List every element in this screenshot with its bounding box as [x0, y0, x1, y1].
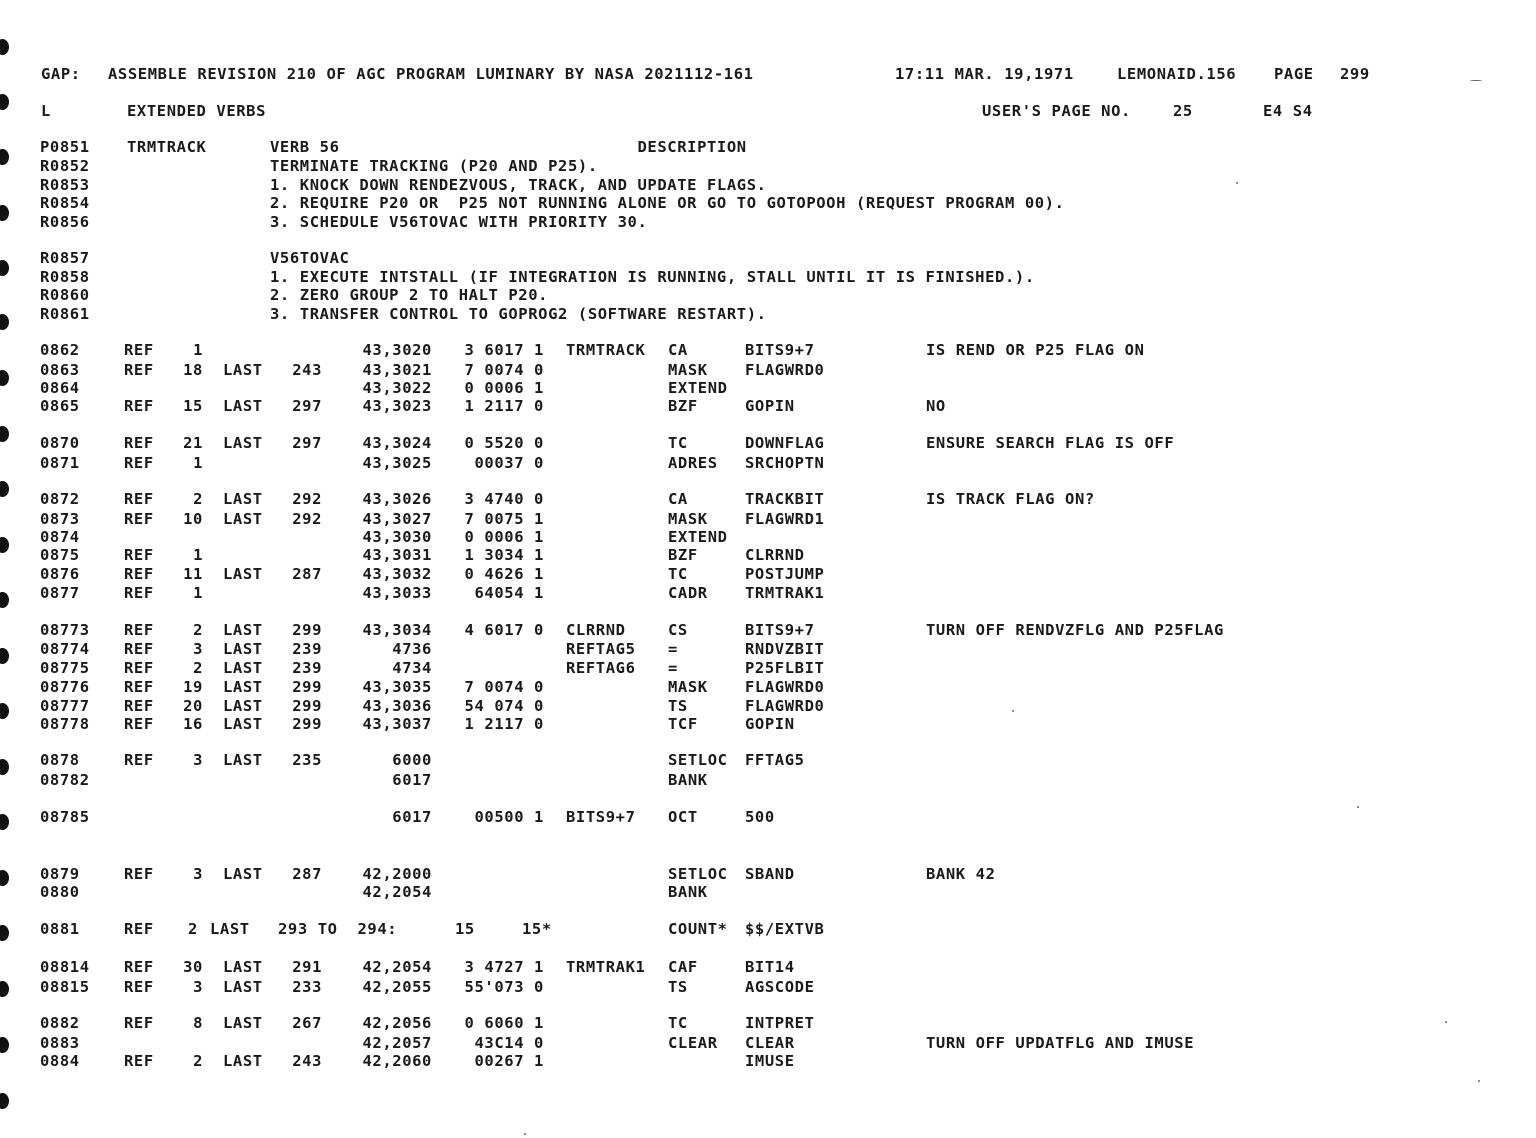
listing-addr: 43,3025 — [362, 454, 432, 472]
listing-addr: 4734 — [392, 659, 432, 677]
listing-op: COUNT* — [668, 920, 728, 938]
listing-n: 19 — [183, 678, 203, 696]
listing-op: CAF — [668, 958, 698, 976]
listing-lastn: 243 — [292, 361, 322, 379]
listing-ref: REF — [124, 865, 154, 883]
listing-code: 3 4740 0 — [464, 490, 544, 508]
punch-hole — [0, 205, 9, 221]
listing-comment: NO — [926, 397, 946, 415]
listing-seq: 0884 — [40, 1052, 80, 1070]
punch-hole — [0, 314, 9, 330]
listing-addr: 43,3020 — [362, 341, 432, 359]
listing-code: 3 4727 1 — [464, 958, 544, 976]
listing-code: 0 0006 1 — [464, 528, 544, 546]
listing-last: LAST — [223, 434, 263, 452]
listing-ref: REF — [124, 584, 154, 602]
description-text: 2. ZERO GROUP 2 TO HALT P20. — [270, 286, 549, 304]
listing-operand: TRACKBIT — [745, 490, 825, 508]
listing-n: 8 — [193, 1014, 203, 1032]
punch-hole — [0, 648, 9, 664]
listing-addr: 43,3022 — [362, 379, 432, 397]
listing-operand: P25FLBIT — [745, 659, 825, 677]
listing-last: LAST — [223, 510, 263, 528]
listing-op: EXTEND — [668, 528, 728, 546]
listing-addr: 42,2000 — [362, 865, 432, 883]
description-text: 3. TRANSFER CONTROL TO GOPROG2 (SOFTWARE RESTART). — [270, 305, 767, 323]
listing-op: TS — [668, 697, 688, 715]
listing-seq: 08782 — [40, 771, 90, 789]
punch-hole — [0, 260, 9, 276]
listing-addr: 6000 — [392, 751, 432, 769]
listing-operand: IMUSE — [745, 1052, 795, 1070]
listing-lastn: 233 — [292, 978, 322, 996]
listing-ref: REF — [124, 341, 154, 359]
listing-seq: 0873 — [40, 510, 80, 528]
punch-hole — [0, 426, 9, 442]
listing-last: LAST — [223, 565, 263, 583]
description-text: 2. REQUIRE P20 OR P25 NOT RUNNING ALONE OR GO TO GOTOPOOH (REQUEST PROGRAM 00). — [270, 194, 1065, 212]
listing-n: 3 — [193, 640, 203, 658]
listing-n: 2 — [188, 920, 198, 938]
description-seq: R0861 — [40, 305, 90, 323]
listing-ref: REF — [124, 715, 154, 733]
listing-op: ADRES — [668, 454, 718, 472]
listing-op: CS — [668, 621, 688, 639]
listing-n: 10 — [183, 510, 203, 528]
listing-seq: 0876 — [40, 565, 80, 583]
listing-op: TC — [668, 1014, 688, 1032]
section-title: EXTENDED VERBS — [127, 102, 267, 120]
listing-operand: BIT14 — [745, 958, 795, 976]
description-text: TERMINATE TRACKING (P20 AND P25). — [270, 157, 598, 175]
description-text: VERB 56 DESCRIPTION — [270, 138, 747, 156]
listing-lastn: 297 — [292, 434, 322, 452]
listing-ref: REF — [124, 621, 154, 639]
description-text: V56TOVAC — [270, 249, 350, 267]
listing-operand: AGSCODE — [745, 978, 815, 996]
listing-addr: 43,3036 — [362, 697, 432, 715]
listing-comment: BANK 42 — [926, 865, 996, 883]
listing-ref: REF — [124, 659, 154, 677]
listing-ref: REF — [124, 510, 154, 528]
listing-code: 1 3034 1 — [464, 546, 544, 564]
punch-hole — [0, 94, 9, 110]
listing-op: OCT — [668, 808, 698, 826]
header-page-number: 299 — [1340, 65, 1370, 83]
description-seq: R0857 — [40, 249, 90, 267]
listing-code: 1 2117 0 — [464, 397, 544, 415]
listing-n: 3 — [193, 865, 203, 883]
listing-code: 15* — [522, 920, 552, 938]
listing-operand: $$/EXTVB — [745, 920, 825, 938]
description-seq: R0853 — [40, 176, 90, 194]
listing-label: REFTAG6 — [566, 659, 636, 677]
listing-n: 11 — [183, 565, 203, 583]
listing-addr: 6017 — [392, 808, 432, 826]
listing-addr: 43,3031 — [362, 546, 432, 564]
punch-hole — [0, 870, 9, 886]
listing-n: 1 — [193, 454, 203, 472]
listing-addr: 43,3035 — [362, 678, 432, 696]
listing-lastn: 299 — [292, 697, 322, 715]
section-tag: E4 S4 — [1263, 102, 1313, 120]
listing-seq: 08777 — [40, 697, 90, 715]
listing-operand: DOWNFLAG — [745, 434, 825, 452]
punch-hole — [0, 759, 9, 775]
listing-code: 4 6017 0 — [464, 621, 544, 639]
listing-op: TC — [668, 434, 688, 452]
listing-lastn: 299 — [292, 715, 322, 733]
listing-seq: 0862 — [40, 341, 80, 359]
listing-lastn: 243 — [292, 1052, 322, 1070]
header-job: LEMONAID.156 — [1117, 65, 1237, 83]
punch-hole — [0, 925, 9, 941]
listing-last: LAST — [223, 678, 263, 696]
listing-addr: 42,2054 — [362, 883, 432, 901]
listing-seq: 0877 — [40, 584, 80, 602]
listing-seq: 0874 — [40, 528, 80, 546]
listing-addr: 15 — [455, 920, 475, 938]
listing-n: 2 — [193, 621, 203, 639]
punch-hole — [0, 370, 9, 386]
punch-hole — [0, 481, 9, 497]
header-title: ASSEMBLE REVISION 210 OF AGC PROGRAM LUMINARY BY NASA 2021112-161 — [108, 65, 754, 83]
listing-op: MASK — [668, 678, 708, 696]
listing-seq: 08778 — [40, 715, 90, 733]
description-text: 3. SCHEDULE V56TOVAC WITH PRIORITY 30. — [270, 213, 648, 231]
description-label: TRMTRACK — [127, 138, 207, 156]
listing-last: LAST — [223, 621, 263, 639]
listing-code: 7 0074 0 — [464, 361, 544, 379]
listing-code: 00037 0 — [464, 454, 544, 472]
listing-n: 15 — [183, 397, 203, 415]
punch-hole — [0, 592, 9, 608]
listing-last: LAST — [223, 1014, 263, 1032]
listing-last: LAST — [223, 697, 263, 715]
listing-code: 0 0006 1 — [464, 379, 544, 397]
punch-hole — [0, 703, 9, 719]
description-seq: R0858 — [40, 268, 90, 286]
listing-ref: REF — [124, 434, 154, 452]
listing-ref: REF — [124, 490, 154, 508]
scan-speck — [1012, 710, 1014, 712]
listing-n: 20 — [183, 697, 203, 715]
listing-addr: 43,3023 — [362, 397, 432, 415]
listing-op: TC — [668, 565, 688, 583]
listing-op: SETLOC — [668, 751, 728, 769]
listing-operand: BITS9+7 — [745, 341, 815, 359]
listing-code: 64054 1 — [464, 584, 544, 602]
punch-hole — [0, 537, 9, 553]
listing-last: LAST — [210, 920, 250, 938]
listing-addr: 42,2057 — [362, 1034, 432, 1052]
listing-seq: 0870 — [40, 434, 80, 452]
listing-seq: 08815 — [40, 978, 90, 996]
user-page-label: USER'S PAGE NO. — [982, 102, 1131, 120]
listing-addr: 42,2054 — [362, 958, 432, 976]
scan-speck — [524, 1133, 526, 1135]
listing-seq: 08785 — [40, 808, 90, 826]
listing-operand: BITS9+7 — [745, 621, 815, 639]
listing-ref: REF — [124, 454, 154, 472]
listing-seq: 0864 — [40, 379, 80, 397]
listing-operand: SRCHOPTN — [745, 454, 825, 472]
listing-op: EXTEND — [668, 379, 728, 397]
listing-operand: FLAGWRD1 — [745, 510, 825, 528]
listing-operand: FFTAG5 — [745, 751, 805, 769]
listing-comment: IS REND OR P25 FLAG ON — [926, 341, 1145, 359]
listing-operand: GOPIN — [745, 715, 795, 733]
listing-op: SETLOC — [668, 865, 728, 883]
listing-operand: CLRRND — [745, 546, 805, 564]
listing-addr: 43,3021 — [362, 361, 432, 379]
listing-addr: 42,2056 — [362, 1014, 432, 1032]
listing-ref: REF — [124, 920, 154, 938]
listing-seq: 0879 — [40, 865, 80, 883]
listing-lastn: 299 — [292, 678, 322, 696]
listing-lastn: 239 — [292, 640, 322, 658]
listing-n: 1 — [193, 341, 203, 359]
listing-op: CADR — [668, 584, 708, 602]
description-seq: P0851 — [40, 138, 90, 156]
listing-ref: REF — [124, 361, 154, 379]
listing-op: MASK — [668, 361, 708, 379]
listing-seq: 0865 — [40, 397, 80, 415]
listing-code: 0 5520 0 — [464, 434, 544, 452]
listing-seq: 0863 — [40, 361, 80, 379]
listing-seq: 0875 — [40, 546, 80, 564]
listing-last: LAST — [223, 715, 263, 733]
listing-n: 1 — [193, 546, 203, 564]
listing-operand: RNDVZBIT — [745, 640, 825, 658]
description-seq: R0852 — [40, 157, 90, 175]
listing-op: CLEAR — [668, 1034, 718, 1052]
listing-last: LAST — [223, 640, 263, 658]
listing-op: BANK — [668, 771, 708, 789]
listing-lastn: 291 — [292, 958, 322, 976]
header-page-label: PAGE — [1274, 65, 1314, 83]
listing-n: 21 — [183, 434, 203, 452]
listing-op: = — [668, 659, 678, 677]
listing-addr: 43,3030 — [362, 528, 432, 546]
listing-addr: 43,3027 — [362, 510, 432, 528]
listing-seq: 08776 — [40, 678, 90, 696]
listing-code: 55'073 0 — [464, 978, 544, 996]
listing-code: 0 6060 1 — [464, 1014, 544, 1032]
description-seq: R0856 — [40, 213, 90, 231]
listing-op: CA — [668, 490, 688, 508]
listing-label: TRMTRACK — [566, 341, 646, 359]
listing-last: LAST — [223, 397, 263, 415]
listing-seq: 08774 — [40, 640, 90, 658]
listing-operand: CLEAR — [745, 1034, 795, 1052]
listing-lastn: 292 — [292, 490, 322, 508]
listing-operand: TRMTRAK1 — [745, 584, 825, 602]
listing-seq: 08773 — [40, 621, 90, 639]
listing-operand: FLAGWRD0 — [745, 678, 825, 696]
listing-last: LAST — [223, 865, 263, 883]
listing-code: 1 2117 0 — [464, 715, 544, 733]
listing-addr: 6017 — [392, 771, 432, 789]
listing-lastn: 299 — [292, 621, 322, 639]
listing-operand: FLAGWRD0 — [745, 697, 825, 715]
listing-ref: REF — [124, 697, 154, 715]
listing-ref: REF — [124, 1052, 154, 1070]
listing-last: LAST — [223, 490, 263, 508]
listing-addr: 4736 — [392, 640, 432, 658]
listing-lastn: 267 — [292, 1014, 322, 1032]
listing-operand: SBAND — [745, 865, 795, 883]
listing-comment: TURN OFF UPDATFLG AND IMUSE — [926, 1034, 1195, 1052]
listing-lastn: 292 — [292, 510, 322, 528]
scan-speck — [1357, 806, 1359, 808]
description-seq: R0854 — [40, 194, 90, 212]
listing-n: 3 — [193, 978, 203, 996]
punch-hole — [0, 814, 9, 830]
scan-speck — [1470, 80, 1482, 81]
punch-hole — [0, 1093, 9, 1109]
listing-op: TCF — [668, 715, 698, 733]
listing-code: 7 0074 0 — [464, 678, 544, 696]
listing-seq: 08814 — [40, 958, 90, 976]
listing-label: REFTAG5 — [566, 640, 636, 658]
listing-op: = — [668, 640, 678, 658]
listing-comment: ENSURE SEARCH FLAG IS OFF — [926, 434, 1175, 452]
listing-label: CLRRND — [566, 621, 626, 639]
listing-seq: 0878 — [40, 751, 80, 769]
listing-op: CA — [668, 341, 688, 359]
listing-addr: 42,2055 — [362, 978, 432, 996]
listing-label: TRMTRAK1 — [566, 958, 646, 976]
listing-code: 00267 1 — [464, 1052, 544, 1070]
listing-n: 1 — [193, 584, 203, 602]
listing-addr: 43,3034 — [362, 621, 432, 639]
listing-lastn: 287 — [292, 865, 322, 883]
listing-operand: GOPIN — [745, 397, 795, 415]
listing-op: BANK — [668, 883, 708, 901]
listing-op: MASK — [668, 510, 708, 528]
listing-seq: 0882 — [40, 1014, 80, 1032]
listing-lastn: 235 — [292, 751, 322, 769]
listing-label: BITS9+7 — [566, 808, 636, 826]
listing-addr: 42,2060 — [362, 1052, 432, 1070]
listing-operand: 500 — [745, 808, 775, 826]
listing-seq: 0872 — [40, 490, 80, 508]
punch-hole — [0, 1037, 9, 1053]
listing-ref: REF — [124, 546, 154, 564]
description-seq: R0860 — [40, 286, 90, 304]
listing-op: BZF — [668, 397, 698, 415]
listing-last: LAST — [223, 361, 263, 379]
header-prefix: GAP: — [41, 65, 81, 83]
listing-operand: POSTJUMP — [745, 565, 825, 583]
listing-last: LAST — [223, 1052, 263, 1070]
listing-n: 2 — [193, 1052, 203, 1070]
listing-operand: FLAGWRD0 — [745, 361, 825, 379]
listing-n: 30 — [183, 958, 203, 976]
listing-seq: 0883 — [40, 1034, 80, 1052]
punch-hole — [0, 149, 9, 165]
listing-code: 00500 1 — [464, 808, 544, 826]
listing-seq: 0880 — [40, 883, 80, 901]
listing-code: 0 4626 1 — [464, 565, 544, 583]
listing-op: TS — [668, 978, 688, 996]
scan-speck — [1445, 1021, 1447, 1023]
listing-n: 2 — [193, 659, 203, 677]
listing-ref: REF — [124, 978, 154, 996]
listing-lastn: 293 TO 294: — [278, 920, 398, 938]
listing-code: 3 6017 1 — [464, 341, 544, 359]
listing-lastn: 297 — [292, 397, 322, 415]
listing-comment: IS TRACK FLAG ON? — [926, 490, 1095, 508]
listing-code: 43C14 0 — [464, 1034, 544, 1052]
listing-addr: 43,3032 — [362, 565, 432, 583]
header-timestamp: 17:11 MAR. 19,1971 — [895, 65, 1074, 83]
listing-lastn: 287 — [292, 565, 322, 583]
listing-last: LAST — [223, 751, 263, 769]
listing-ref: REF — [124, 958, 154, 976]
listing-seq: 0881 — [40, 920, 80, 938]
description-text: 1. KNOCK DOWN RENDEZVOUS, TRACK, AND UPDATE FLAGS. — [270, 176, 767, 194]
listing-addr: 43,3033 — [362, 584, 432, 602]
listing-ref: REF — [124, 565, 154, 583]
listing-operand: INTPRET — [745, 1014, 815, 1032]
listing-last: LAST — [223, 978, 263, 996]
listing-n: 2 — [193, 490, 203, 508]
listing-ref: REF — [124, 751, 154, 769]
scan-speck — [1478, 1080, 1480, 1082]
listing-ref: REF — [124, 678, 154, 696]
listing-op: BZF — [668, 546, 698, 564]
listing-code: 54 074 0 — [464, 697, 544, 715]
listing-seq: 08775 — [40, 659, 90, 677]
punch-hole — [0, 981, 9, 997]
listing-ref: REF — [124, 1014, 154, 1032]
listing-addr: 43,3024 — [362, 434, 432, 452]
listing-lastn: 239 — [292, 659, 322, 677]
listing-ref: REF — [124, 640, 154, 658]
listing-n: 3 — [193, 751, 203, 769]
listing-addr: 43,3037 — [362, 715, 432, 733]
listing-last: LAST — [223, 958, 263, 976]
listing-n: 16 — [183, 715, 203, 733]
listing-code: 7 0075 1 — [464, 510, 544, 528]
user-page-number: 25 — [1173, 102, 1193, 120]
description-text: 1. EXECUTE INTSTALL (IF INTEGRATION IS RUNNING, STALL UNTIL IT IS FINISHED.). — [270, 268, 1035, 286]
listing-last: LAST — [223, 659, 263, 677]
listing-n: 18 — [183, 361, 203, 379]
listing-ref: REF — [124, 397, 154, 415]
listing-seq: 0871 — [40, 454, 80, 472]
listing-comment: TURN OFF RENDVZFLG AND P25FLAG — [926, 621, 1224, 639]
scan-speck — [1236, 182, 1238, 184]
listing-addr: 43,3026 — [362, 490, 432, 508]
section-code: L — [41, 102, 51, 120]
punch-hole — [0, 39, 9, 55]
